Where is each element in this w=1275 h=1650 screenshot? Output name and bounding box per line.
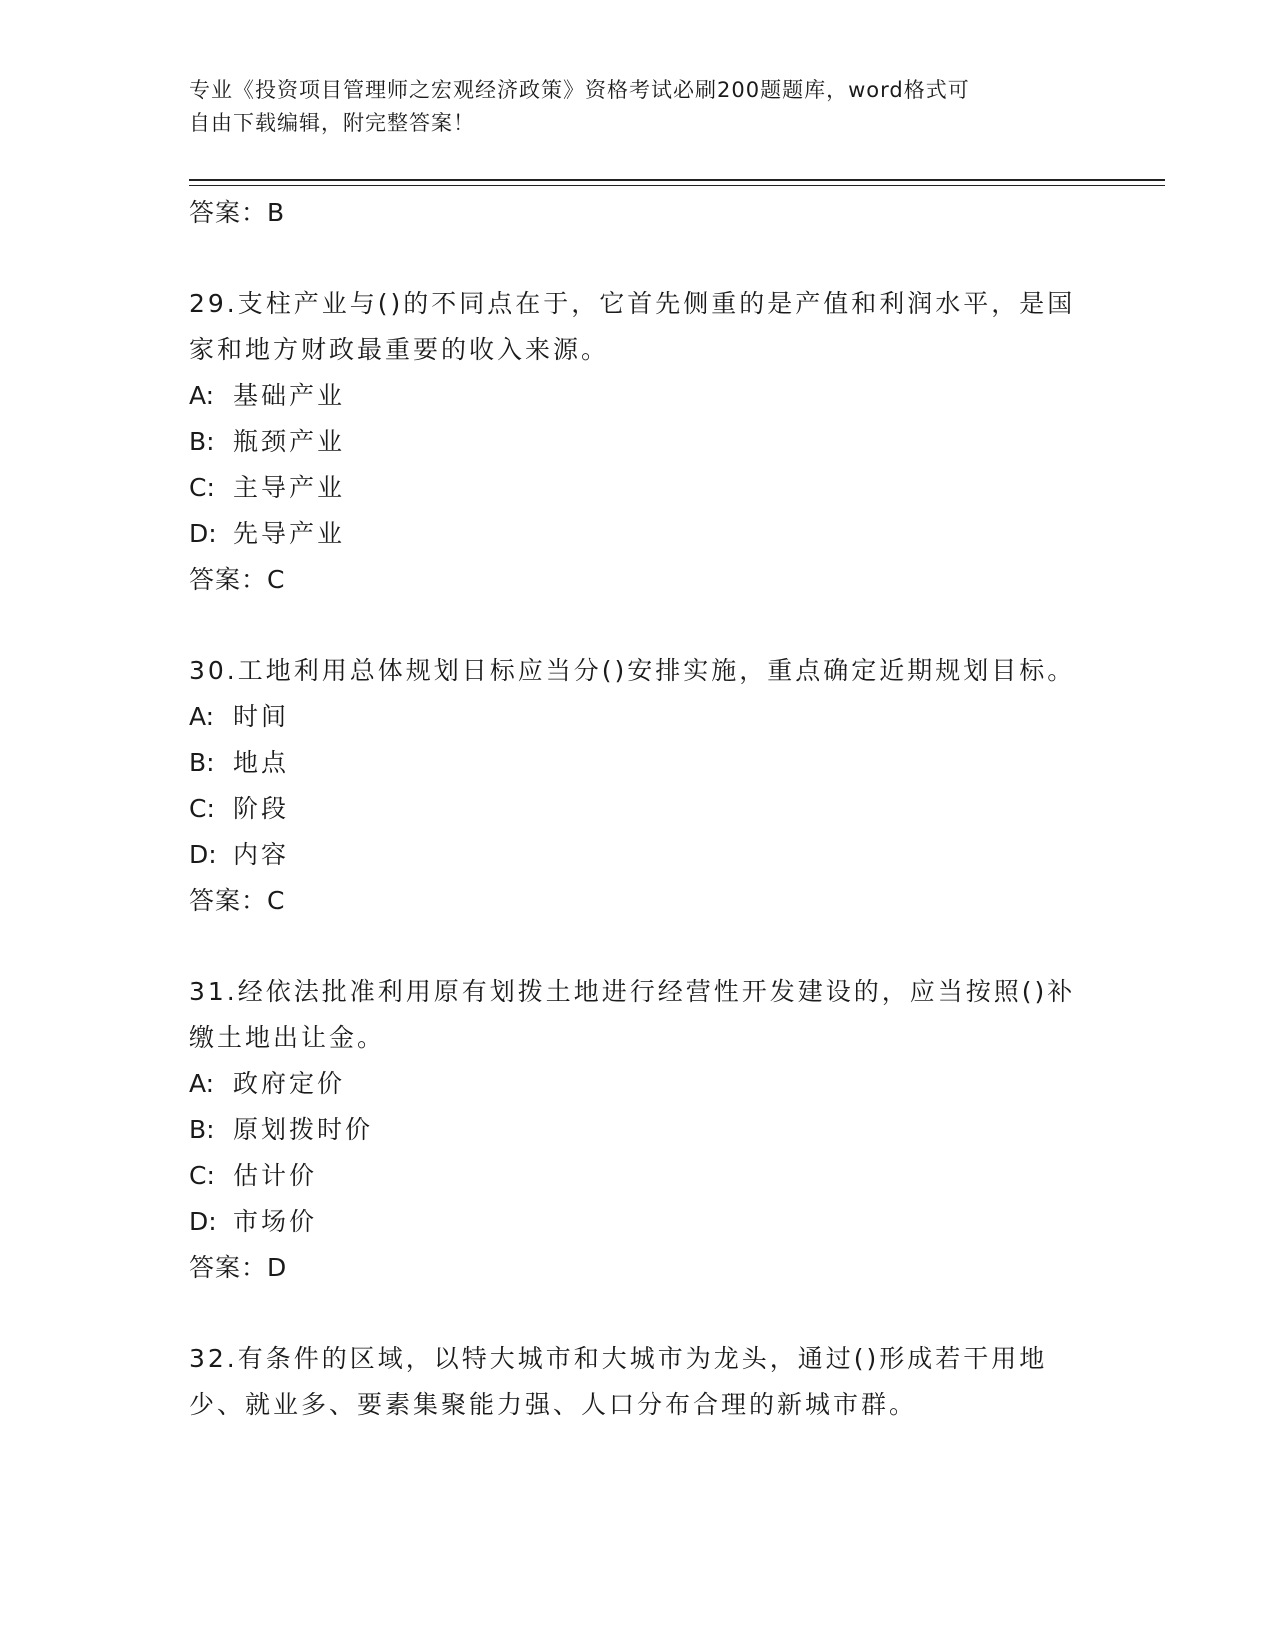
option-text: 原划拨时价	[233, 1115, 374, 1144]
answer-line: 答案：D	[189, 1253, 288, 1282]
option-a	[189, 373, 1089, 419]
question-text: 31.经依法批准利用原有划拨土地进行经营性开发建设的，应当按照()补缴土地出让金。	[189, 977, 1076, 1052]
option-text: 估计价	[233, 1161, 318, 1190]
document-header	[189, 74, 1089, 140]
question-text: 32.有条件的区域，以特大城市和大城市为龙头，通过()形成若干用地少、就业多、要素集聚能力强、人口分布合理的新城市群。	[189, 1344, 1048, 1419]
option-key: D:	[189, 1207, 217, 1236]
question-text: 30.工地利用总体规划日标应当分()安排实施，重点确定近期规划目标。	[189, 656, 1076, 685]
option-key: A:	[189, 1069, 215, 1098]
option-key: A:	[189, 702, 215, 731]
option-c	[189, 465, 1089, 511]
option-text: 先导产业	[233, 519, 346, 548]
option-a	[189, 1061, 1089, 1107]
option-key: C:	[189, 1161, 215, 1190]
answer-line: 答案：B	[189, 198, 286, 227]
option-key: B:	[189, 748, 215, 777]
option-text: 基础产业	[233, 381, 346, 410]
header-rule	[189, 179, 1165, 181]
option-text: 政府定价	[233, 1069, 346, 1098]
option-text: 阶段	[233, 794, 290, 823]
option-text: 市场价	[233, 1207, 318, 1236]
header-line-1: 专业《投资项目管理师之宏观经济政策》资格考试必刷200题题库，word格式可	[189, 78, 970, 102]
option-key: D:	[189, 519, 217, 548]
question-text: 29.支柱产业与()的不同点在于，它首先侧重的是产值和利润水平，是国家和地方财政最重要的收入来源。	[189, 289, 1076, 364]
option-b	[189, 1107, 1089, 1153]
answer-line: 答案：C	[189, 565, 286, 594]
option-d	[189, 1199, 1089, 1245]
option-d	[189, 511, 1089, 557]
option-d	[189, 832, 1089, 878]
question-list	[189, 190, 1089, 1428]
option-c	[189, 1153, 1089, 1199]
option-text: 瓶颈产业	[233, 427, 346, 456]
answer-line: 答案：C	[189, 886, 286, 915]
option-key: B:	[189, 427, 215, 456]
option-key: C:	[189, 473, 215, 502]
option-a	[189, 694, 1089, 740]
option-c	[189, 786, 1089, 832]
header-rule-thin	[189, 185, 1165, 186]
option-text: 时间	[233, 702, 290, 731]
header-line-2: 自由下载编辑，附完整答案！	[189, 111, 475, 135]
option-b	[189, 419, 1089, 465]
option-text: 内容	[233, 840, 290, 869]
option-text: 地点	[233, 748, 290, 777]
option-key: B:	[189, 1115, 215, 1144]
option-b	[189, 740, 1089, 786]
option-key: D:	[189, 840, 217, 869]
option-text: 主导产业	[233, 473, 346, 502]
option-key: C:	[189, 794, 215, 823]
option-key: A:	[189, 381, 215, 410]
